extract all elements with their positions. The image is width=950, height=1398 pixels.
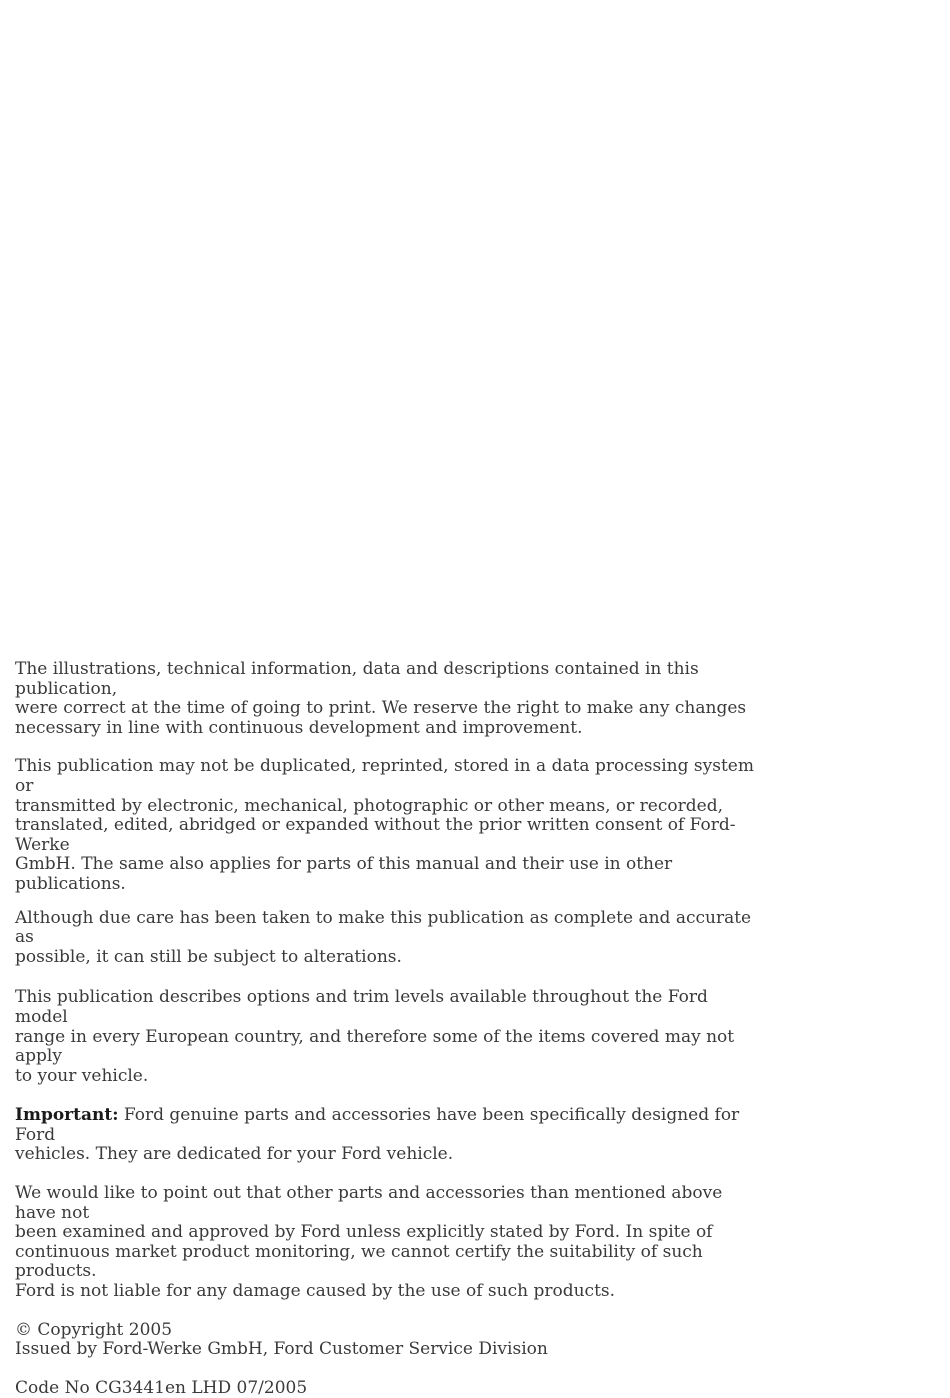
- duplication-paragraph: This publication may not be duplicated, reprinted, stored in a data processing system or transmitted by electronic, mechanical, photographic or other means, or recorded, translated, edited, abridged or expanded without the prior written consent of Ford-Werke GmbH. The same also applies for parts of this manual and their use in other publications.: [15, 756, 754, 894]
- important-paragraph: [15, 1106, 755, 1165]
- copyright-block: [15, 1321, 755, 1360]
- code-number: Code No CG3441en LHD 07/2005: [15, 1377, 308, 1398]
- important-text: Ford genuine parts and accessories have been specifically designed for Ford vehicles. They are dedicated for your Ford vehicle.: [15, 1105, 740, 1165]
- important-label: Important:: [15, 1105, 119, 1126]
- illustrations-paragraph: The illustrations, technical information, data and descriptions contained in this publication, were correct at the time of going to print. We reserve the right to make any changes necessary in line with continuous development and improvement.: [15, 659, 747, 738]
- issuer-line: Issued by Ford-Werke GmbH, Ford Customer Service Division: [15, 1339, 548, 1360]
- options-paragraph: This publication describes options and trim levels available throughout the Ford model range in every European country, and therefore some of the items covered may not apply to your vehicle.: [15, 987, 735, 1086]
- legal-notice: [15, 660, 755, 1398]
- copyright-line: © Copyright 2005: [15, 1319, 173, 1340]
- due-care-paragraph: Although due care has been taken to make this publication as complete and accurate as possible, it can still be subject to alterations.: [15, 907, 752, 967]
- other-parts-paragraph: We would like to point out that other parts and accessories than mentioned above have not been examined and approved by Ford unless explicitly stated by Ford. In spite of continuous market product monitoring, we cannot certify the suitability of such products. Ford is not liable for any damage caused by the use of such products.: [15, 1183, 723, 1302]
